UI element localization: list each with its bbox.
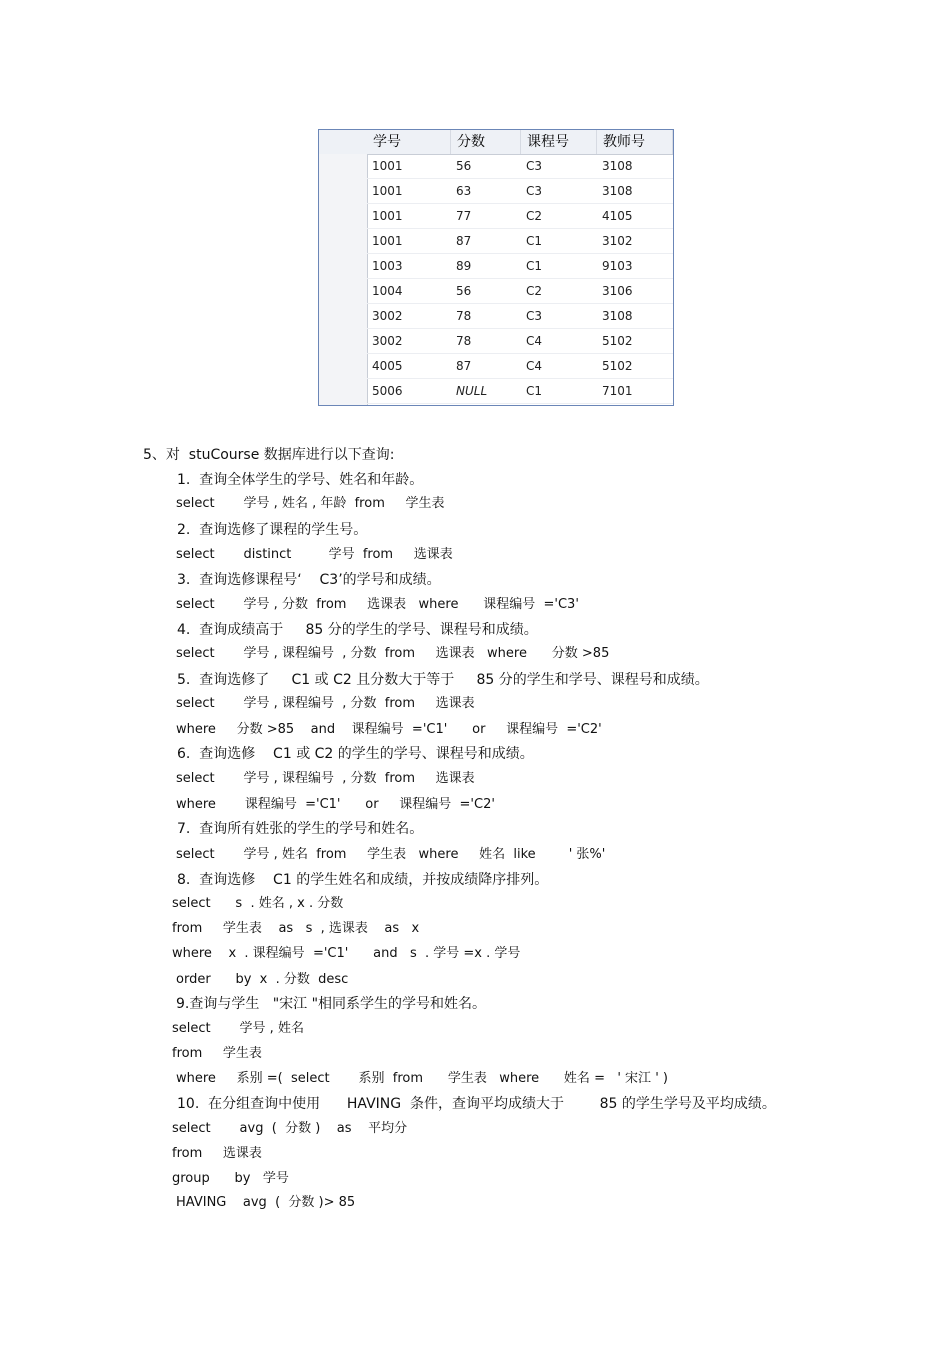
table-cell: 77 [451,204,521,229]
table-cell: 4105 [597,204,673,229]
table-header-cell: 课程号 [521,130,597,154]
table-cell: C4 [521,354,597,379]
table-cell: 3102 [597,229,673,254]
table-cell: 87 [451,354,521,379]
sql-line: select 学号 , 课程编号 , 分数 from 选课表 where 分数 >85 [176,646,610,661]
table-cell: C2 [521,279,597,304]
table-cell: C1 [521,254,597,279]
table-cell: 87 [451,229,521,254]
table-cell: 78 [451,304,521,329]
table-cell: 9103 [597,254,673,279]
table-cell: 4005 [367,354,451,379]
table-cell: C3 [521,304,597,329]
table-cell: C4 [521,329,597,354]
query-heading: 8. 查询选修 C1 的学生姓名和成绩，并按成绩降序排列。 [177,872,549,888]
table-cell: 5102 [597,329,673,354]
sql-line: where 系别 =( select 系别 from 学生表 where 姓名 = ' 宋江 ' ) [176,1071,668,1086]
table-cell: 1001 [367,204,451,229]
query-heading: 3. 查询选修课程号‘ C3’的学号和成绩。 [177,572,441,588]
table-header-cell: 学号 [367,130,451,154]
query-heading: 4. 查询成绩高于 85 分的学生的学号、课程号和成绩。 [177,622,538,638]
query-heading: 6. 查询选修 C1 或 C2 的学生的学号、课程号和成绩。 [177,746,534,762]
table-header-cell: 分数 [451,130,521,154]
sql-line: select 学号 , 姓名 [172,1021,304,1036]
table-cell: 3002 [367,329,451,354]
table-cell: 3106 [597,279,673,304]
query-heading: 1. 查询全体学生的学号、姓名和年龄。 [177,472,424,488]
query-heading: 5、对 stuCourse 数据库进行以下查询: [143,447,395,463]
table-cell: 5102 [597,354,673,379]
query-heading: 10. 在分组查询中使用 HAVING 条件，查询平均成绩大于 85 的学生学号及平均成绩。 [177,1096,776,1112]
table-cell: 3108 [597,179,673,204]
table-cell: 7101 [597,379,673,404]
table-cell: 56 [451,279,521,304]
table-cell: 3108 [597,304,673,329]
sql-line: select avg ( 分数 ) as 平均分 [172,1121,408,1136]
table-cell: 1004 [367,279,451,304]
sql-line: where 课程编号 ='C1' or 课程编号 ='C2' [176,797,495,812]
table-cell: C3 [521,154,597,179]
table-cell: 89 [451,254,521,279]
sql-line: group by 学号 [172,1171,289,1186]
sql-line: select distinct 学号 from 选课表 [176,547,453,562]
table-cell: C1 [521,229,597,254]
row-selector-column [319,154,368,405]
table-cell: NULL [451,379,521,404]
data-table-image [318,129,674,406]
table-cell: C3 [521,179,597,204]
sql-line: select 学号 , 分数 from 选课表 where 课程编号 ='C3' [176,597,579,612]
query-heading: 2. 查询选修了课程的学生号。 [177,522,368,538]
sql-line: select 学号 , 姓名 , 年龄 from 学生表 [176,496,445,511]
table-header-cell: 教师号 [597,130,673,154]
sql-line: from 选课表 [172,1146,262,1161]
sql-line: from 学生表 [172,1046,262,1061]
sql-line: where x . 课程编号 ='C1' and s . 学号 =x . 学号 [172,946,521,961]
sql-line: select 学号 , 课程编号 , 分数 from 选课表 [176,696,475,711]
sql-line: HAVING avg ( 分数 )> 85 [176,1195,356,1210]
table-cell: 1003 [367,254,451,279]
table-cell: 3108 [597,154,673,179]
table-cell: C2 [521,204,597,229]
sql-line: order by x . 分数 desc [176,972,349,987]
table-cell: 1001 [367,154,451,179]
sql-line: select s . 姓名 , x . 分数 [172,896,344,911]
table-cell: 3002 [367,304,451,329]
table-cell: 78 [451,329,521,354]
query-heading: 5. 查询选修了 C1 或 C2 且分数大于等于 85 分的学生和学号、课程号和成绩。 [177,672,709,688]
table-cell: 1001 [367,179,451,204]
table-cell: 5006 [367,379,451,404]
sql-line: select 学号 , 课程编号 , 分数 from 选课表 [176,771,475,786]
query-heading: 9.查询与学生 "宋江 "相同系学生的学号和姓名。 [176,996,487,1012]
table-cell: 56 [451,154,521,179]
sql-line: from 学生表 as s , 选课表 as x [172,921,420,936]
query-heading: 7. 查询所有姓张的学生的学号和姓名。 [177,821,424,837]
sql-line: select 学号 , 姓名 from 学生表 where 姓名 like ' 张%' [176,847,606,862]
table-cell: C1 [521,379,597,404]
table-cell: 63 [451,179,521,204]
sql-line: where 分数 >85 and 课程编号 ='C1' or 课程编号 ='C2' [176,722,602,737]
table-cell: 1001 [367,229,451,254]
